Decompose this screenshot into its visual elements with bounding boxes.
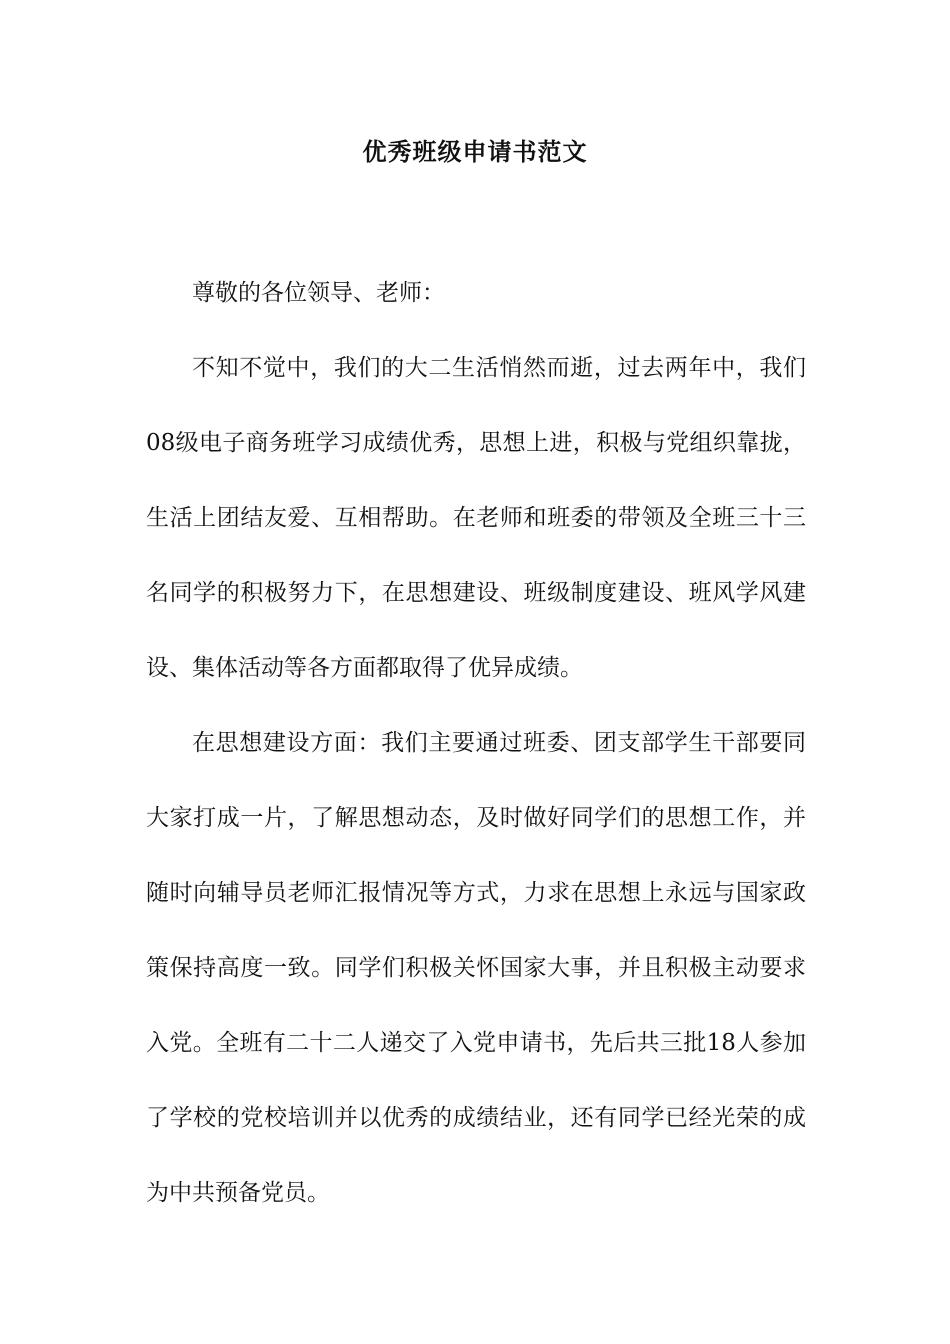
salutation: 尊敬的各位领导、老师： (192, 280, 445, 306)
paragraph-ideology: 在思想建设方面：我们主要通过班委、团支部学生干部要同大家打成一片，了解思想动态，及时做好同学们的思想工作，并随时向辅导员老师汇报情况等方式，力求在思想上永远与国家政策保持高度一致。同学们积极关怀国家大事，并且积极主动要求入党。全班有二十二人递交了入党申请书，先后共三批18人参加了学校的党校培训并以优秀的成绩结业，还有同学已经光荣的成为中共预备党员。 (146, 730, 806, 1206)
document-body (146, 256, 806, 1231)
document-title: 优秀班级申请书范文 (362, 137, 588, 166)
paragraph-intro: 不知不觉中，我们的大二生活悄然而逝，过去两年中，我们08级电子商务班学习成绩优秀，思想上进，积极与党组织靠拢，生活上团结友爱、互相帮助。在老师和班委的带领及全班三十三名同学的积极努力下，在思想建设、班级制度建设、班风学风建设、集体活动等各方面都取得了优异成绩。 (146, 355, 806, 681)
